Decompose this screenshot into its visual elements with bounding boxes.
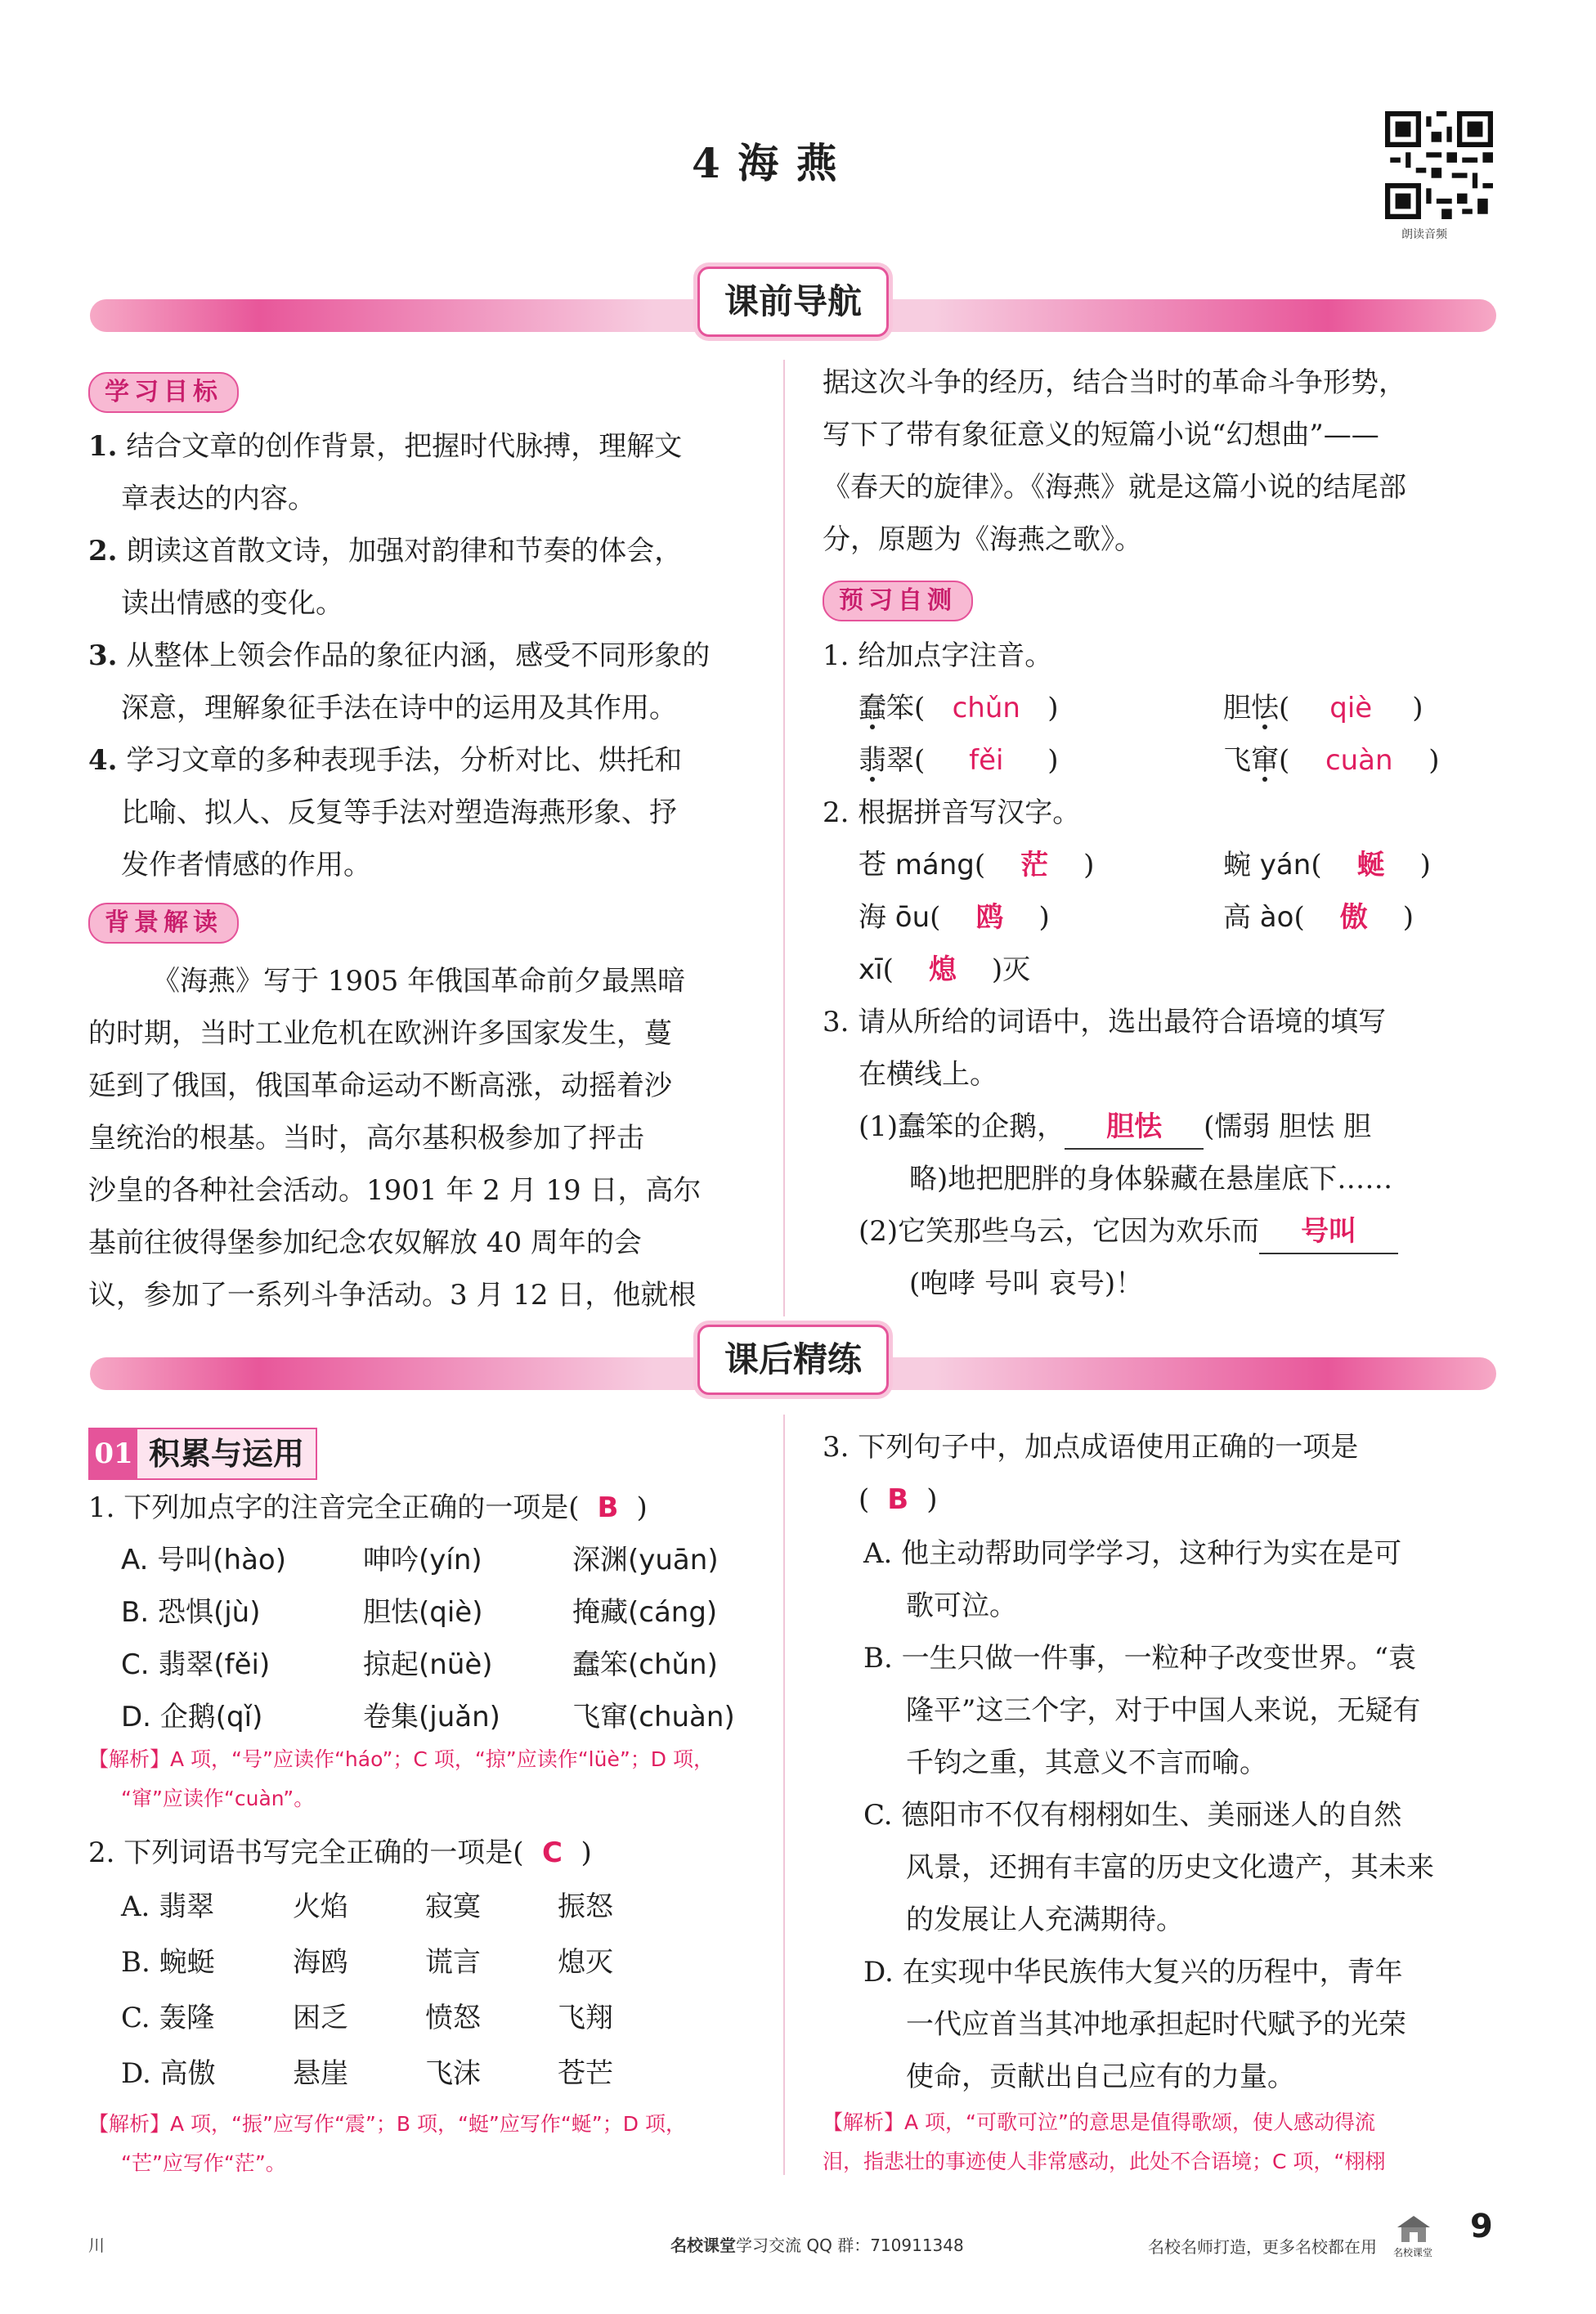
section-banner-practice: [90, 1318, 1496, 1408]
preview-q1-item: 胆怯( qiè ): [1223, 692, 1423, 724]
ex-q3-option-c-cont: 的发展让人充满期待。: [906, 1904, 1184, 1936]
preview-q2-item: 苍 máng( 茫 ): [859, 849, 1095, 881]
ex-q3-option-b-cont: 隆平”这三个字，对于中国人来说，无疑有: [906, 1694, 1421, 1727]
ex-q1-option: A. 号叫(hào): [121, 1544, 286, 1576]
section-label: 积累与运用: [137, 1429, 316, 1478]
ex-q1-analysis: 【解析】A 项，“号”应读作“háo”；C 项，“掠”应读作“lüè”；D 项，: [88, 1747, 715, 1771]
section-banner-preview: [90, 260, 1496, 350]
goal-2-cont: 读出情感的变化。: [121, 587, 343, 620]
ex-q1-analysis-cont: “窜”应读作“cuàn”。: [121, 1787, 315, 1810]
ex-q2-option: 飞翔: [558, 2002, 613, 2034]
ex-q1-option: 呻吟(yín): [363, 1544, 482, 1576]
preview-q3-item-2-cont: (咆哮 号叫 哀号)！: [909, 1267, 1144, 1300]
ex-q3-answer: ( B ): [859, 1483, 938, 1516]
background-line: 据这次斗争的经历，结合当时的革命斗争形势，: [823, 366, 1406, 399]
ex-q2-option: 苍芒: [558, 2057, 613, 2090]
qr-code-icon: [1385, 111, 1493, 219]
ex-q1-option: 掠起(nüè): [363, 1648, 493, 1681]
preview-q1-stem: 1. 给加点字注音。: [823, 639, 1053, 672]
goal-1: 1. 结合文章的创作背景，把握时代脉搏，理解文: [88, 430, 683, 463]
preview-q2-stem: 2. 根据拼音写汉字。: [823, 796, 1081, 829]
ex-q2-option: 愤怒: [425, 2002, 481, 2034]
ex-q3-option-a: A. 他主动帮助同学学习，这种行为实在是可: [863, 1537, 1402, 1570]
ex-q3-stem: 3. 下列句子中，加点成语使用正确的一项是: [823, 1431, 1359, 1464]
background-line: 分，原题为《海燕之歌》。: [823, 523, 1142, 556]
background-line: 皇统治的根基。当时，高尔基积极参加了抨击: [88, 1122, 644, 1155]
goal-4-cont: 比喻、拟人、反复等手法对塑造海燕形象、抒: [121, 796, 677, 829]
goal-3: 3. 从整体上领会作品的象征内涵，感受不同形象的: [88, 639, 711, 672]
ex-q3-option-c-cont: 风景，还拥有丰富的历史文化遗产，其未来: [906, 1851, 1434, 1884]
ex-q3-option-d-cont: 使命，贡献出自己应有的力量。: [906, 2061, 1295, 2093]
ex-q2-analysis: 【解析】A 项，“振”应写作“震”；B 项，“蜓”应写作“蜒”；D 项，: [88, 2112, 686, 2136]
qr-code[interactable]: [1385, 111, 1493, 222]
preview-q3-stem-cont: 在横线上。: [859, 1058, 998, 1091]
brand-logo: [1393, 2209, 1434, 2258]
ex-q2-option: A. 翡翠: [121, 1890, 215, 1923]
ex-q1-option: 胆怯(qiè): [363, 1596, 483, 1629]
ex-q1-option: 卷集(juǎn): [363, 1701, 500, 1733]
ex-q3-analysis-cont: 泪，指悲壮的事迹使人非常感动，此处不合语境；C 项，“栩栩: [823, 2150, 1386, 2173]
preview-q2-item: xī( 熄 )灭: [859, 953, 1031, 986]
preview-q3-stem: 3. 请从所给的词语中，选出最符合语境的填写: [823, 1006, 1387, 1038]
ex-q2-option: 振怒: [558, 1890, 613, 1923]
ex-q2-option: 悬崖: [293, 2057, 348, 2090]
ex-q1-option: 飞窜(chuàn): [572, 1701, 735, 1733]
school-logo-icon: [1393, 2209, 1434, 2250]
background-line: 《春天的旋律》。《海燕》就是这篇小说的结尾部: [823, 471, 1406, 504]
ex-q2-option: 谎言: [425, 1946, 481, 1979]
background-line: 的时期，当时工业危机在欧洲许多国家发生，蔓: [88, 1017, 672, 1050]
banner-label: 课前导航: [697, 267, 889, 337]
banner-label: 课后精练: [697, 1325, 889, 1395]
page-title: 4 海 燕: [692, 139, 839, 187]
preview-q2-item: 海 ōu( 鸥 ): [859, 901, 1050, 934]
background-line: 《海燕》写于 1905 年俄国革命前夕最黑暗: [152, 965, 686, 998]
ex-q1-option: C. 翡翠(fěi): [121, 1648, 271, 1681]
ex-q2-option: 火焰: [293, 1890, 348, 1923]
ex-q2-option: 寂寞: [425, 1890, 481, 1923]
ex-q1-option: 深渊(yuān): [572, 1544, 719, 1576]
background-tag: 背景解读: [88, 903, 239, 944]
goal-4: 4. 学习文章的多种表现手法，分析对比、烘托和: [88, 744, 683, 777]
learning-goals-tag: 学习目标: [88, 372, 239, 413]
ex-q1-option: B. 恐惧(jù): [121, 1596, 261, 1629]
background-line: 沙皇的各种社会活动。1901 年 2 月 19 日，高尔: [88, 1174, 702, 1207]
preview-q2-item: 高 ào( 傲 ): [1223, 901, 1414, 934]
preview-q3-item-1: (1)蠢笨的企鹅， 胆怯 (懦弱 胆怯 胆: [859, 1101, 1371, 1153]
qr-caption: 朗读音频: [1401, 228, 1447, 241]
goal-4-cont2: 发作者情感的作用。: [121, 849, 371, 881]
ex-q3-option-b: B. 一生只做一件事，一粒种子改变世界。“袁: [863, 1642, 1416, 1675]
ex-q1-option: 蠢笨(chǔn): [572, 1648, 718, 1681]
ex-q2-option: 海鸥: [293, 1946, 348, 1979]
ex-q1-stem: 1. 下列加点字的注音完全正确的一项是( B ): [88, 1491, 648, 1524]
background-line: 基前往彼得堡参加纪念农奴解放 40 周年的会: [88, 1227, 642, 1259]
goal-3-cont: 深意，理解象征手法在诗中的运用及其作用。: [121, 692, 677, 724]
page-number: 9: [1470, 2208, 1493, 2245]
footer-slogan: 名校名师打造，更多名校都在用: [1148, 2237, 1377, 2257]
ex-q2-option: 熄灭: [558, 1946, 613, 1979]
footer-region-mark: 川: [88, 2236, 105, 2255]
ex-q3-option-c: C. 德阳市不仅有栩栩如生、美丽迷人的自然: [863, 1799, 1402, 1832]
preview-q1-item: 翡翠( fěi ): [859, 744, 1059, 777]
preview-test-tag: 预习自测: [823, 581, 973, 621]
column-divider: [783, 360, 785, 1316]
ex-q2-option: 困乏: [293, 2002, 348, 2034]
ex-q3-option-d: D. 在实现中华民族伟大复兴的历程中，青年: [863, 1956, 1403, 1989]
ex-q3-option-a-cont: 歌可泣。: [906, 1590, 1017, 1622]
ex-q2-option: C. 轰隆: [121, 2002, 215, 2034]
column-divider: [783, 1415, 785, 2175]
background-line: 延到了俄国，俄国革命运动不断高涨，动摇着沙: [88, 1070, 672, 1102]
preview-q1-item: 飞窜( cuàn ): [1223, 744, 1440, 777]
footer-center: 名校课堂学习交流 QQ 群：710911348: [670, 2236, 964, 2255]
ex-q3-option-d-cont: 一代应首当其冲地承担起时代赋予的光荣: [906, 2008, 1406, 2041]
ex-q2-option: D. 高傲: [121, 2057, 216, 2090]
brand-logo-text: 名校课堂: [1393, 2247, 1433, 2258]
ex-q2-option: 飞沫: [425, 2057, 481, 2090]
section-number: 01: [90, 1429, 137, 1478]
preview-q2-item: 蜿 yán( 蜒 ): [1223, 849, 1431, 881]
ex-q3-analysis: 【解析】A 项，“可歌可泣”的意思是值得歌颂，使人感动得流: [823, 2110, 1375, 2134]
goal-2: 2. 朗读这首散文诗，加强对韵律和节奏的体会，: [88, 535, 683, 567]
background-line: 议，参加了一系列斗争活动。3 月 12 日，他就根: [88, 1279, 697, 1312]
preview-q3-item-2: (2)它笑那些乌云，它因为欢乐而 号叫: [859, 1205, 1398, 1258]
ex-q2-analysis-cont: “芒”应写作“茫”。: [121, 2151, 286, 2175]
ex-q2-stem: 2. 下列词语书写完全正确的一项是( C ): [88, 1836, 592, 1869]
ex-q2-option: B. 蜿蜓: [121, 1946, 215, 1979]
exercise-section-tag: [88, 1428, 317, 1480]
goal-1-cont: 章表达的内容。: [121, 482, 316, 515]
ex-q1-option: 掩藏(cáng): [572, 1596, 718, 1629]
preview-q1-item: 蠢笨( chǔn ): [859, 692, 1059, 724]
ex-q3-option-b-cont: 千钧之重，其意义不言而喻。: [906, 1747, 1267, 1779]
preview-q3-item-1-cont: 略)地把肥胖的身体躲藏在悬崖底下……: [909, 1163, 1393, 1195]
background-line: 写下了带有象征意义的短篇小说“幻想曲”——: [823, 419, 1379, 451]
ex-q1-option: D. 企鹅(qǐ): [121, 1701, 263, 1733]
